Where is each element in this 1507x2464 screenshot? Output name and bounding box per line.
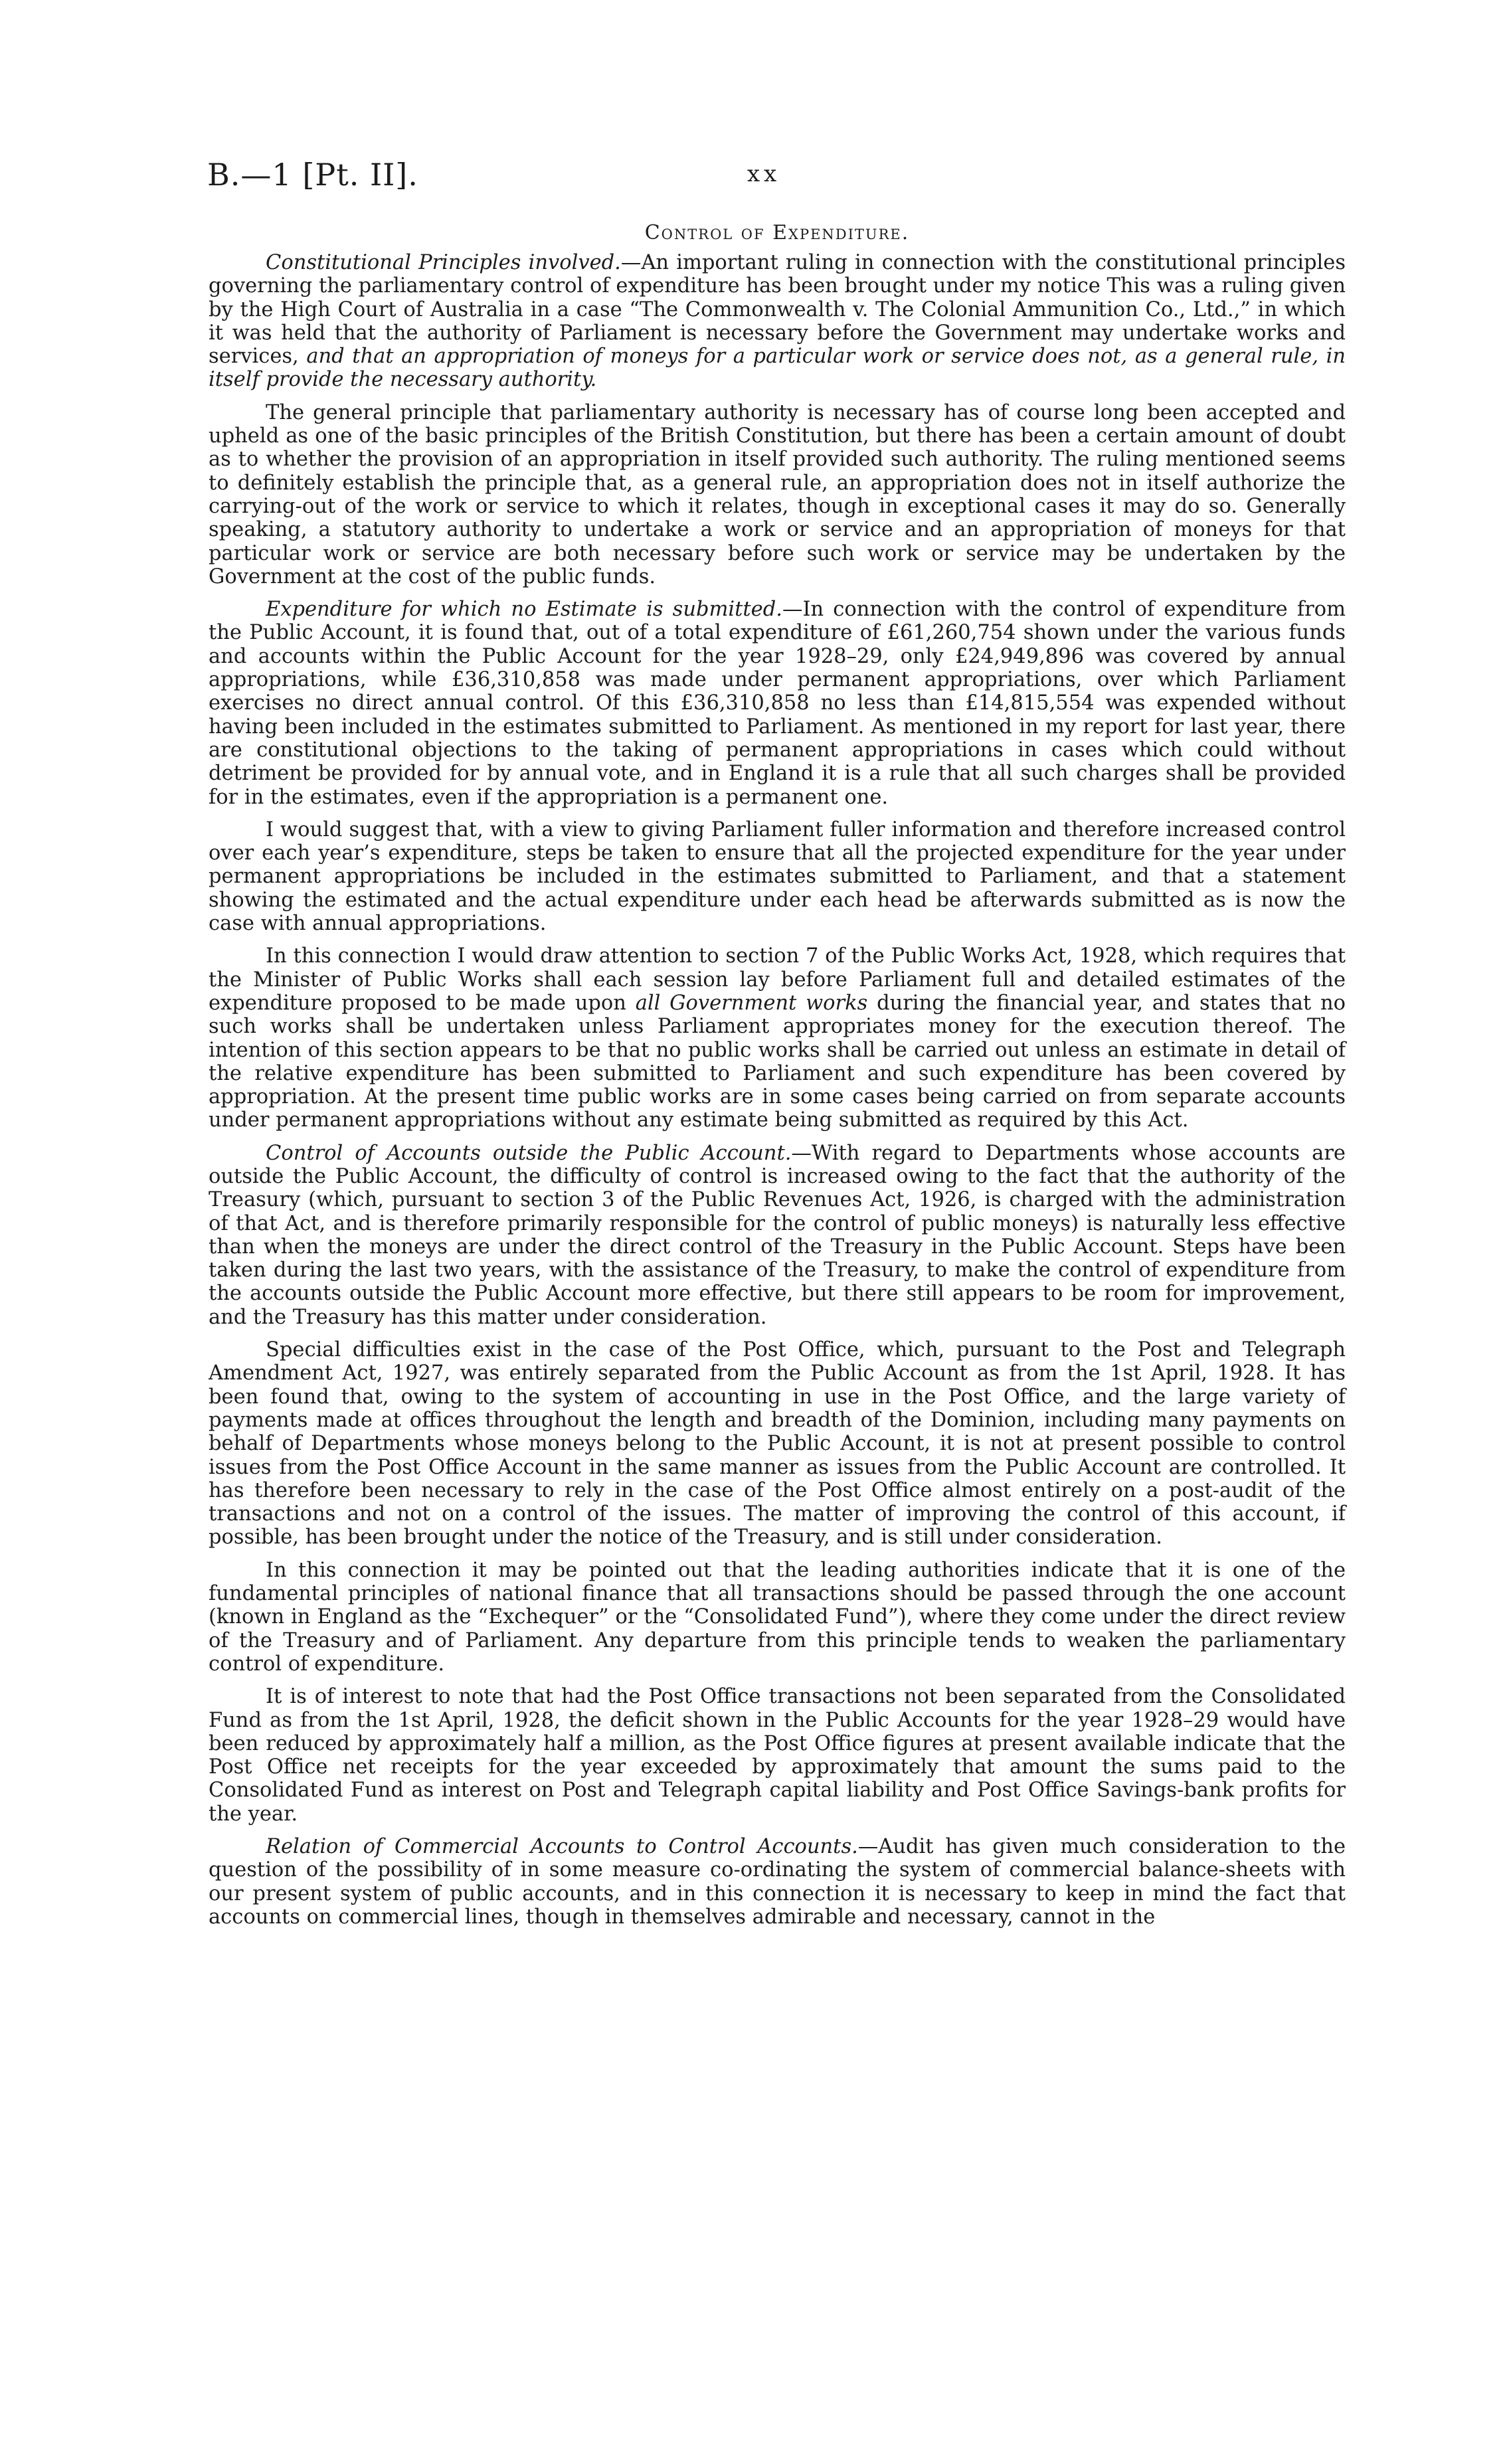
paragraph-heading: Relation of Commercial Accounts to Control Accounts.	[266, 1835, 858, 1858]
paragraph-expenditure-no-estimate	[209, 598, 1346, 809]
paragraph-text: Special difficulties exist in the case of the Post Office, which, pursuant to the Post and Telegraph Amendment Act, 1927, was entirely separated from the Public Account as from the 1st April, 1928. It has been found that, owing to the system of accounting in use in the Post Office, and the large variety of payments made at offices throughout the length and breadth of the Dominion, including many payments on behalf of Departments whose moneys belong to the Public Account, it is not at present possible to control issues from the Post Office Account in the same manner as issues from the Public Account are controlled. It has therefore been necessary to rely in the case of the Post Office almost entirely on a post-audit of the transactions and not on a control of the issues. The matter of improving the control of this account, if possible, has been brought under the notice of the Treasury, and is still under consideration.	[209, 1338, 1346, 1549]
paragraph-heading: Control of Accounts outside the Public Account.	[266, 1141, 792, 1165]
paragraph-post-office	[209, 1338, 1346, 1549]
paragraph-commercial-accounts	[209, 1835, 1346, 1929]
paragraph-text: The general principle that parliamentary authority is necessary has of course long been accepted and upheld as one of the basic principles of the British Constitution, but there has been a certain amount of doubt as to whether the provision of an appropriation in itself provided such authority. The ruling mentioned seems to definitely establish the principle that, as a general rule, an appropriation does not in itself authorize the carrying-out of the work or service to which it relates, though in exceptional cases it may do so. Generally speaking, a statutory authority to undertake a work or service and an appropriation of moneys for that particular work or service are both necessary before such work or service may be undertaken by the Government at the cost of the public funds.	[209, 400, 1346, 588]
paragraph-deficit-note	[209, 1685, 1346, 1826]
paragraph-heading: Expenditure for which no Estimate is submitted.	[266, 598, 782, 622]
paragraph-text: —In connection with the control of expenditure from the Public Account, it is found that, out of a total expenditure of £61,260,754 shown under the various funds and accounts within the Public Account for the year 1928–29, only £24,949,896 was covered by annual appropriations, while £36,310,858 was made under permanent appropriations, over which Parliament exercises no direct annual control. Of this £36,310,858 no less than £14,815,554 was expended without having been included in the estimates submitted to Parliament. As mentioned in my report for last year, there are constitutional objections to the taking of permanent appropriations in cases which could without detriment be provided for by annual vote, and in England it is a rule that all such charges shall be provided for in the estimates, even if the appropriation is a permanent one.	[209, 598, 1346, 809]
paragraph-general-principle	[209, 401, 1346, 588]
paragraph-accounts-outside	[209, 1142, 1346, 1329]
paragraph-text: —With regard to Departments whose accounts are outside the Public Account, the difficulty of control is increased owing to the fact that the authority of the Treasury (which, pursuant to section 3 of the Public Revenues Act, 1926, is charged with the administration of that Act, and is therefore primarily responsible for the control of public moneys) is naturally less effective than when the moneys are under the direct control of the Treasury in the Public Account. Steps have been taken during the last two years, with the assistance of the Treasury, to make the control of expenditure from the accounts outside the Public Account more effective, but there still appears to be room for improvement, and the Treasury has this matter under consideration.	[209, 1141, 1346, 1329]
paragraph-text-continued: during the financial year, and states that no such works shall be undertaken unless Parliament appropriates money for the execution thereof. The intention of this section appears to be that no public works shall be carried out unless an estimate in detail of the relative expenditure has been submitted to Parliament and such expenditure has been covered by appropriation. At the present time public works are in some cases being carried on from separate accounts under permanent appropriations without any estimate being submitted as required by this Act.	[209, 991, 1346, 1132]
document-reference: B.—1 [Pt. II].	[207, 157, 418, 193]
page-number: xx	[747, 161, 781, 187]
section-title: Control of Expenditure.	[644, 221, 910, 244]
paragraph-text: —An important ruling in connection with the constitutional principles governing the parliamentary control of expenditure has been brought under my notice This was a ruling given by the High Court of Australia in a case “The Commonwealth v. The Colonial Ammunition Co., Ltd.,” in which it was held that the authority of Parliament is necessary before the Government may undertake works and services,	[209, 251, 1346, 369]
paragraph-text: In this connection I would draw attention to section 7 of the Public Works Act, 1928, which requires that the Minister of Public Works shall each session lay before Parliament full and detailed estimates of the expenditure proposed to be made upon	[209, 944, 1346, 1015]
paragraph-text: —Audit has given much consideration to the question of the possibility of in some measure co-ordinating the system of commercial balance-sheets with our present system of public accounts, and in this connection it is necessary to keep in mind the fact that accounts on commercial lines, though in themselves admirable and necessary, cannot in the	[209, 1835, 1346, 1929]
report-body	[209, 220, 1346, 1938]
paragraph-constitutional-principles	[209, 251, 1346, 392]
paragraph-fundamental-principles	[209, 1559, 1346, 1676]
paragraph-public-works-act	[209, 944, 1346, 1132]
paragraph-text: I would suggest that, with a view to giving Parliament fuller information and therefore increased control over each year’s expenditure, steps be taken to ensure that all the projected expenditure for the year under permanent appropriations be included in the estimates submitted to Parliament, and that a statement showing the estimated and the actual expenditure under each head be afterwards submitted as is now the case with annual appropriations.	[209, 818, 1346, 936]
paragraph-text: It is of interest to note that had the Post Office transactions not been separated from the Consolidated Fund as from the 1st April, 1928, the deficit shown in the Public Accounts for the year 1928–29 would have been reduced by approximately half a million, as the Post Office figures at present available indicate that the Post Office net receipts for the year exceeded by approximately that amount the sums paid to the Consolidated Fund as interest on Post and Telegraph capital liability and Post Office Savings-bank profits for the year.	[209, 1685, 1346, 1826]
paragraph-text: In this connection it may be pointed out that the leading authorities indicate that it is one of the fundamental principles of national finance that all transactions should be passed through the one account (known in England as the “Exchequer” or the “Consolidated Fund”), where they come under the direct review of the Treasury and of Parliament. Any departure from this principle tends to weaken the parliamentary control of expenditure.	[209, 1558, 1346, 1676]
paragraph-emphasis: all Government works	[635, 991, 868, 1015]
paragraph-suggestion	[209, 818, 1346, 935]
paragraph-emphasis: and that an appropriation of moneys for a particular work or service does not, as a general rule, in itself provide the necessary authority.	[209, 345, 1346, 392]
paragraph-heading: Constitutional Principles involved.	[266, 251, 621, 274]
